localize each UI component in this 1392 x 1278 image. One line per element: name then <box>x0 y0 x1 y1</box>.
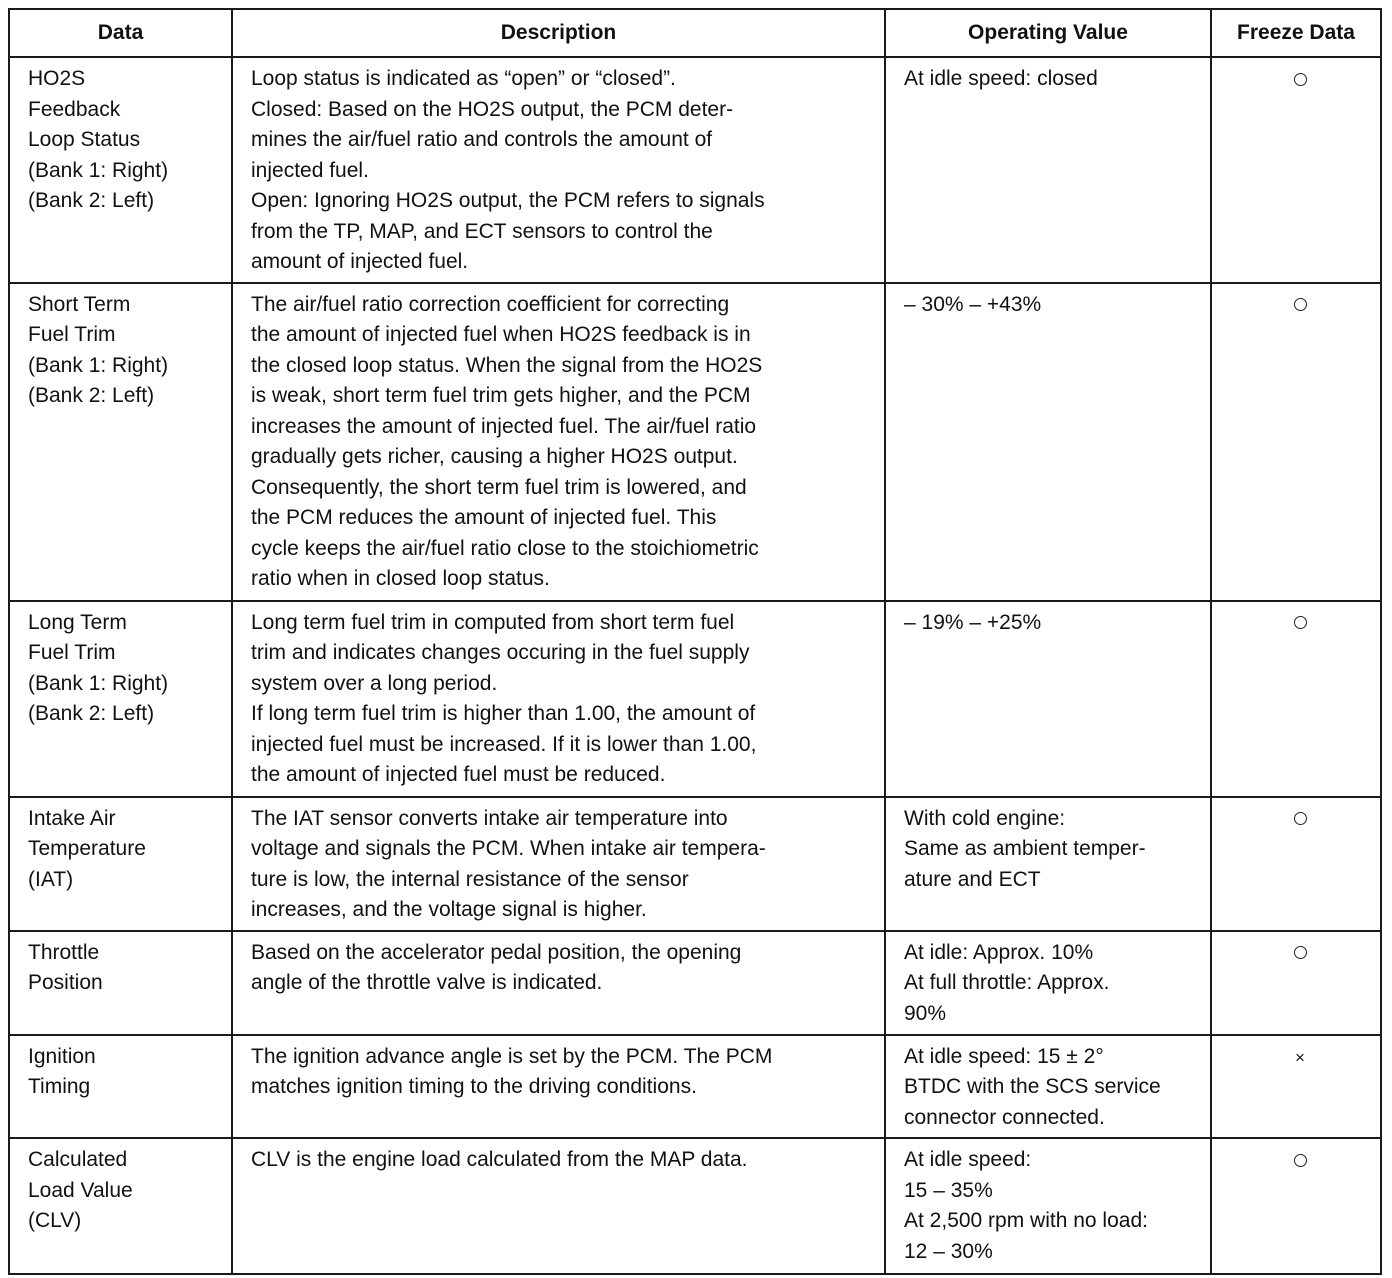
circle-mark-icon <box>1294 616 1307 629</box>
data-line: HO2S <box>28 67 86 90</box>
operating-value-line: – 19% – +25% <box>904 610 1042 634</box>
operating-value-line: 15 – 35% <box>904 1178 993 1202</box>
data-line: Fuel Trim <box>28 323 116 346</box>
description-line: the amount of injected fuel must be reduced. <box>251 763 666 786</box>
description-line: The air/fuel ratio correction coefficient for correcting <box>251 292 730 316</box>
operating-value-line: 12 – 30% <box>904 1239 993 1263</box>
circle-mark-icon <box>1294 298 1307 311</box>
description-line: cycle keeps the air/fuel ratio close to the stoichiometric <box>251 536 759 560</box>
description-line: increases the amount of injected fuel. The air/fuel ratio <box>251 414 757 438</box>
freeze-data-cell <box>1211 57 1381 283</box>
operating-value-line: At idle: Approx. 10% <box>904 940 1094 964</box>
description-line: increases, and the voltage signal is higher. <box>251 898 647 921</box>
operating-value-line: At 2,500 rpm with no load: <box>904 1209 1148 1232</box>
data-line: (CLV) <box>28 1209 82 1232</box>
table-row <box>9 1035 1381 1139</box>
data-cell <box>9 1138 232 1274</box>
freeze-data-cell <box>1211 601 1381 797</box>
operating-value-cell <box>885 1035 1211 1139</box>
data-line: Ignition <box>28 1044 96 1068</box>
description-line: gradually gets richer, causing a higher HO2S output. <box>251 445 738 468</box>
operating-value-cell <box>885 601 1211 797</box>
data-cell <box>9 797 232 931</box>
data-line: Feedback <box>28 97 121 121</box>
table-row <box>9 931 1381 1035</box>
operating-value-line: At idle speed: 15 ± 2° <box>904 1044 1104 1068</box>
description-line: The ignition advance angle is set by the PCM. The PCM <box>251 1044 773 1068</box>
operating-value-line: 90% <box>904 1001 947 1025</box>
header-operating-value: Operating Value <box>885 9 1211 57</box>
table-row <box>9 797 1381 931</box>
circle-mark-icon <box>1294 73 1307 86</box>
data-line: (Bank 2: Left) <box>28 702 155 725</box>
freeze-data-cell <box>1211 283 1381 601</box>
operating-value-cell <box>885 931 1211 1035</box>
description-cell <box>232 1035 885 1139</box>
data-line: Calculated <box>28 1148 128 1171</box>
operating-value-line: connector connected. <box>904 1105 1105 1129</box>
description-cell <box>232 57 885 283</box>
description-line: Loop status is indicated as “open” or “closed”. <box>251 67 676 90</box>
description-cell <box>232 1138 885 1274</box>
data-line: Load Value <box>28 1178 133 1202</box>
data-line: (Bank 2: Left) <box>28 384 155 407</box>
table-row <box>9 57 1381 283</box>
description-line: matches ignition timing to the driving conditions. <box>251 1075 697 1098</box>
table-body <box>9 57 1381 1274</box>
description-line: is weak, short term fuel trim gets higher, and the PCM <box>251 384 751 407</box>
header-row <box>9 9 1381 57</box>
header-description: Description <box>232 9 885 57</box>
data-line: Fuel Trim <box>28 641 116 664</box>
description-line: Closed: Based on the HO2S output, the PCM deter- <box>251 97 734 121</box>
data-line: (Bank 2: Left) <box>28 189 155 212</box>
data-cell <box>9 57 232 283</box>
circle-mark-icon <box>1294 946 1307 959</box>
data-list-table <box>8 8 1382 1275</box>
operating-value-line: With cold engine: <box>904 806 1066 830</box>
description-line: the amount of injected fuel when HO2S feedback is in <box>251 323 751 346</box>
data-line: (Bank 1: Right) <box>28 353 169 377</box>
freeze-data-cell <box>1211 1035 1381 1139</box>
header-freeze-data: Freeze Data <box>1211 9 1381 57</box>
description-line: Based on the accelerator pedal position, the opening <box>251 940 742 964</box>
circle-mark-icon <box>1294 1154 1307 1167</box>
data-cell <box>9 931 232 1035</box>
description-cell <box>232 283 885 601</box>
circle-mark-icon <box>1294 812 1307 825</box>
description-line: the closed loop status. When the signal from the HO2S <box>251 353 763 377</box>
freeze-data-cell <box>1211 931 1381 1035</box>
data-cell <box>9 601 232 797</box>
description-line: Long term fuel trim in computed from short term fuel <box>251 610 735 634</box>
operating-value-line: At idle speed: closed <box>904 67 1098 90</box>
description-line: injected fuel. <box>251 158 369 182</box>
description-line: ture is low, the internal resistance of the sensor <box>251 867 689 891</box>
data-line: Long Term <box>28 610 127 634</box>
table-row <box>9 283 1381 601</box>
operating-value-cell <box>885 283 1211 601</box>
data-line: Intake Air <box>28 806 116 830</box>
data-line: Position <box>28 971 103 994</box>
description-line: amount of injected fuel. <box>251 250 469 273</box>
operating-value-line: BTDC with the SCS service <box>904 1075 1161 1098</box>
data-line: Short Term <box>28 292 131 316</box>
description-line: Open: Ignoring HO2S output, the PCM refers to signals <box>251 189 765 212</box>
data-line: (Bank 1: Right) <box>28 158 169 182</box>
operating-value-cell <box>885 1138 1211 1274</box>
description-line: angle of the throttle valve is indicated. <box>251 971 603 994</box>
table-row <box>9 1138 1381 1274</box>
description-cell <box>232 601 885 797</box>
description-cell <box>232 931 885 1035</box>
header-data: Data <box>9 9 232 57</box>
cross-mark-icon: × <box>1295 1047 1305 1067</box>
description-line: Consequently, the short term fuel trim is lowered, and <box>251 475 747 499</box>
description-line: If long term fuel trim is higher than 1.00, the amount of <box>251 702 756 725</box>
description-line: trim and indicates changes occuring in the fuel supply <box>251 641 750 664</box>
operating-value-line: Same as ambient temper- <box>904 837 1146 860</box>
operating-value-line: – 30% – +43% <box>904 292 1042 316</box>
description-line: The IAT sensor converts intake air temperature into <box>251 806 728 830</box>
description-line: from the TP, MAP, and ECT sensors to control the <box>251 219 713 243</box>
freeze-data-cell <box>1211 1138 1381 1274</box>
data-line: Throttle <box>28 940 100 964</box>
data-cell <box>9 283 232 601</box>
data-line: Timing <box>28 1075 91 1098</box>
description-cell <box>232 797 885 931</box>
freeze-data-cell <box>1211 797 1381 931</box>
operating-value-cell <box>885 797 1211 931</box>
operating-value-cell <box>885 57 1211 283</box>
description-line: mines the air/fuel ratio and controls the amount of <box>251 128 713 151</box>
description-line: injected fuel must be increased. If it is lower than 1.00, <box>251 732 757 756</box>
data-line: Temperature <box>28 837 146 860</box>
operating-value-line: At full throttle: Approx. <box>904 971 1110 994</box>
description-line: ratio when in closed loop status. <box>251 567 550 590</box>
description-line: the PCM reduces the amount of injected fuel. This <box>251 506 717 529</box>
operating-value-line: At idle speed: <box>904 1148 1032 1171</box>
data-line: (Bank 1: Right) <box>28 671 169 695</box>
data-line: Loop Status <box>28 128 141 151</box>
operating-value-line: ature and ECT <box>904 867 1041 891</box>
data-cell <box>9 1035 232 1139</box>
description-line: CLV is the engine load calculated from the MAP data. <box>251 1148 748 1171</box>
table-row <box>9 601 1381 797</box>
description-line: voltage and signals the PCM. When intake air tempera- <box>251 837 766 860</box>
description-line: system over a long period. <box>251 671 498 695</box>
data-line: (IAT) <box>28 867 74 891</box>
